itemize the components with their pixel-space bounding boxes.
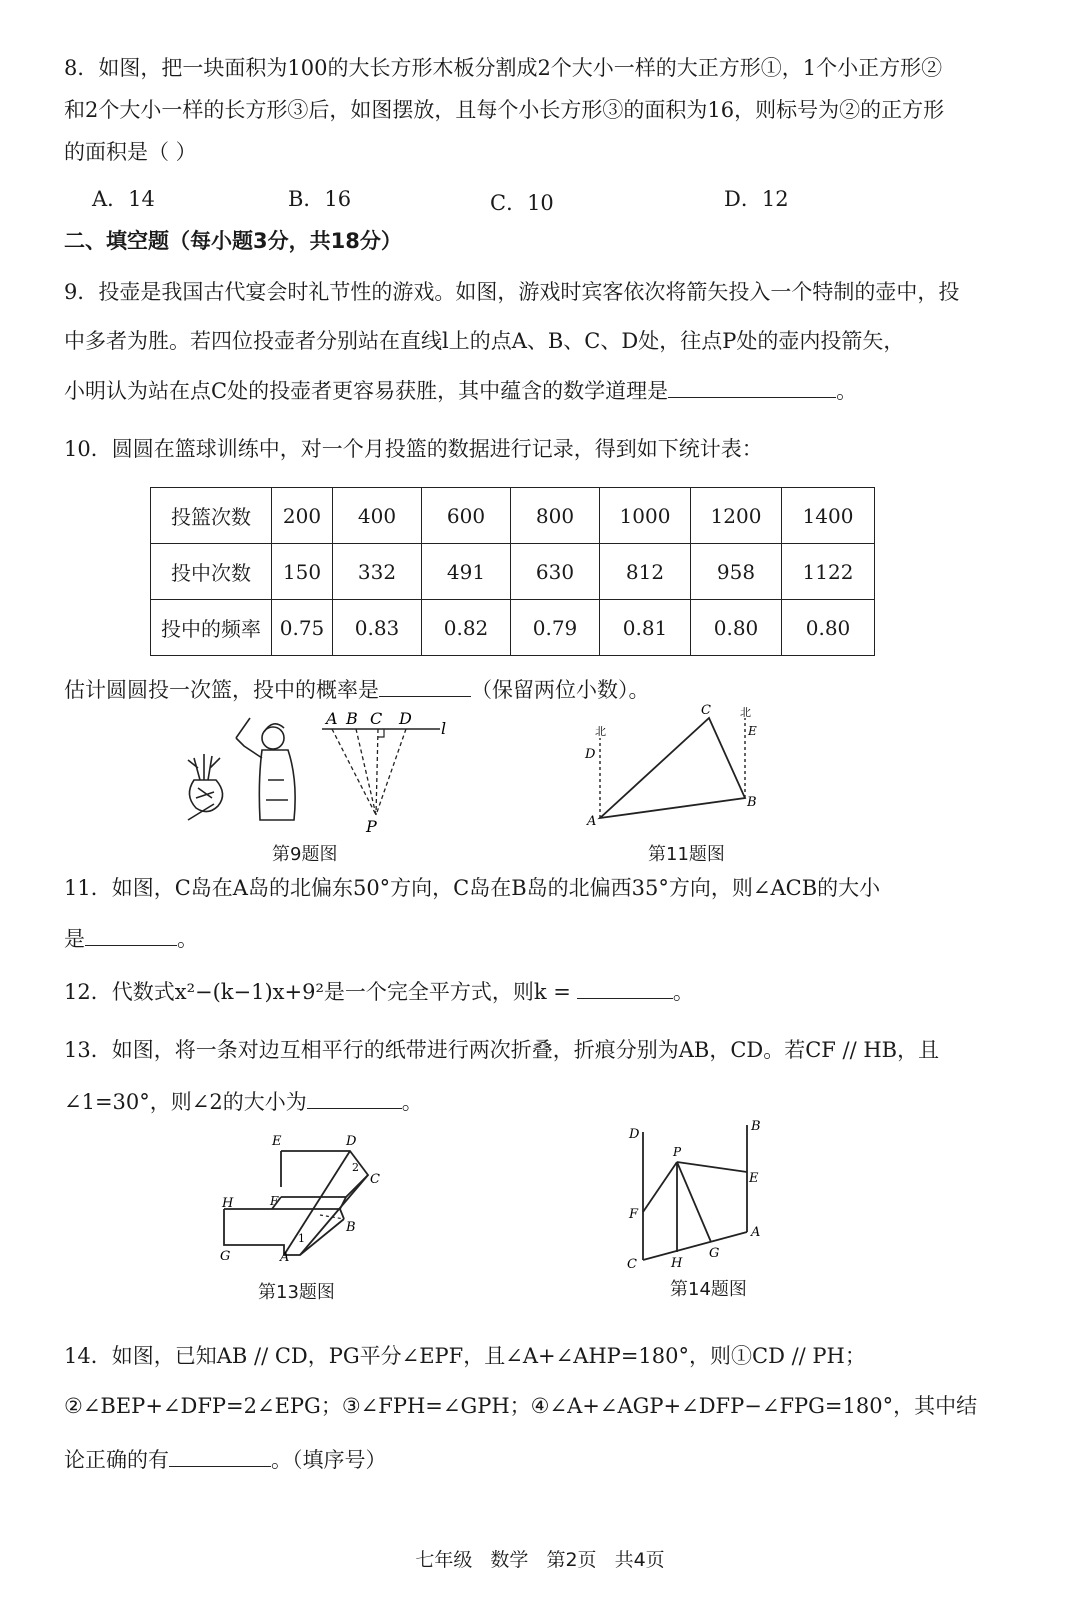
player-illustration — [236, 718, 295, 820]
q9-answer-blank[interactable] — [668, 379, 836, 398]
label-e: E — [749, 1171, 759, 1186]
triangle-abc — [600, 718, 745, 818]
table-cell: 0.79 — [511, 600, 600, 656]
q12-line1-end: 。 — [672, 980, 694, 1004]
figure-14 — [625, 1120, 770, 1270]
figure-14-caption: 第14题图 — [670, 1279, 747, 1300]
table-cell: 0.75 — [272, 600, 333, 656]
label-c: C — [701, 703, 711, 718]
q8-line2: 和2个大小一样的长方形③后，如图摆放，且每个小长方形③的面积为16，则标号为②的正方形 — [64, 98, 945, 122]
table-cell: 0.82 — [422, 600, 511, 656]
table-cell: 0.80 — [691, 600, 782, 656]
table-row — [151, 600, 875, 656]
label-b: B — [346, 1220, 356, 1235]
table-header-cell: 投中的频率 — [151, 600, 272, 656]
q11-line2-end: 。 — [177, 927, 198, 951]
table-cell: 812 — [600, 544, 691, 600]
figure-11-caption: 第11题图 — [648, 844, 725, 865]
label-c: C — [627, 1257, 637, 1272]
q14-line2: ②∠BEP+∠DFP=2∠EPG；③∠FPH=∠GPH；④∠A+∠AGP+∠DFP−∠FPG=180°，其中结 — [64, 1394, 978, 1418]
table-cell: 200 — [272, 488, 333, 544]
q10-line2-end: （保留两位小数）。 — [471, 678, 650, 702]
table-cell: 630 — [511, 544, 600, 600]
q14-line3-end: 。（填序号） — [271, 1448, 387, 1472]
table-header-cell: 投篮次数 — [151, 488, 272, 544]
label-c: C — [370, 709, 383, 728]
q14-line3 — [64, 1448, 1014, 1473]
q11-line1: 11．如图，C岛在A岛的北偏东50°方向，C岛在B岛的北偏西35°方向，则∠ACB的大小 — [64, 876, 881, 900]
table-cell: 600 — [422, 488, 511, 544]
pot-illustration — [188, 754, 223, 820]
angle-2-label: 2 — [352, 1161, 359, 1174]
label-f: F — [629, 1207, 639, 1222]
q9-line1: 9．投壶是我国古代宴会时礼节性的游戏。如图，游戏时宾客依次将箭矢投入一个特制的壶中，投 — [64, 280, 960, 304]
label-b: B — [346, 709, 358, 728]
label-b: B — [751, 1119, 761, 1134]
table-cell: 0.80 — [782, 600, 875, 656]
label-d: D — [585, 747, 596, 762]
figure-13 — [220, 1134, 400, 1265]
label-a: A — [326, 709, 338, 728]
table-cell: 400 — [333, 488, 422, 544]
label-f: F — [270, 1194, 279, 1208]
folded-strip — [224, 1151, 368, 1255]
footer-page: 第2页 — [546, 1549, 597, 1571]
q13-line2-end: 。 — [401, 1090, 423, 1114]
figure-14-lines — [643, 1125, 747, 1260]
label-g: G — [220, 1249, 231, 1264]
table-row — [151, 544, 875, 600]
label-h: H — [222, 1196, 234, 1211]
table-cell: 332 — [333, 544, 422, 600]
label-h: H — [671, 1256, 683, 1271]
table-cell: 1400 — [782, 488, 875, 544]
label-c: C — [370, 1172, 380, 1187]
q12-line1 — [64, 980, 1014, 1005]
q8-line1: 8．如图，把一块面积为100的大长方形木板分割成2个大小一样的大正方形①，1个小正方形② — [64, 56, 943, 80]
label-d: D — [399, 709, 412, 728]
q9-line3-end: 。 — [836, 379, 858, 403]
label-e: E — [272, 1134, 282, 1149]
label-a: A — [587, 814, 597, 829]
section-title: 二、填空题（每小题3分，共18分） — [64, 229, 402, 253]
table-cell: 491 — [422, 544, 511, 600]
label-d: D — [346, 1134, 357, 1149]
q9-line3-text: 小明认为站在点C处的投壶者更容易获胜，其中蕴含的数学道理是 — [64, 379, 669, 403]
shooting-stats-table — [150, 487, 875, 656]
q10-answer-blank[interactable] — [379, 678, 471, 697]
q14-line1: 14．如图，已知AB // CD，PG平分∠EPF，且∠A+∠AHP=180°，则①CD // PH； — [64, 1344, 866, 1368]
q14-answer-blank[interactable] — [169, 1448, 271, 1467]
q8-option-a: A．14 — [92, 187, 155, 211]
table-cell: 800 — [511, 488, 600, 544]
north-label-b: 北 — [740, 706, 751, 719]
q13-line1: 13．如图，将一条对边互相平行的纸带进行两次折叠，折痕分别为AB，CD。若CF // HB，且 — [64, 1038, 940, 1062]
label-e: E — [748, 724, 757, 738]
q8-line3: 的面积是（ ） — [64, 140, 197, 164]
label-g: G — [709, 1246, 720, 1261]
q10-line2 — [64, 678, 1014, 703]
figure-11 — [585, 703, 795, 829]
table-cell: 0.81 — [600, 600, 691, 656]
q12-line1-text: 12．代数式x²−(k−1)x+9²是一个完全平方式，则k = — [64, 980, 571, 1004]
q10-line1: 10．圆圆在篮球训练中，对一个月投篮的数据进行记录，得到如下统计表： — [64, 437, 763, 461]
q9-line3 — [64, 379, 1014, 404]
label-p: P — [673, 1145, 682, 1159]
q13-line2 — [64, 1090, 1014, 1115]
label-l: l — [441, 719, 447, 738]
figure-13-caption: 第13题图 — [258, 1282, 335, 1303]
q12-answer-blank[interactable] — [577, 980, 673, 999]
table-cell: 150 — [272, 544, 333, 600]
table-cell: 958 — [691, 544, 782, 600]
table-cell: 0.83 — [333, 600, 422, 656]
label-a: A — [280, 1250, 290, 1265]
q14-line3-text: 论正确的有 — [64, 1448, 169, 1472]
label-b: B — [747, 795, 757, 810]
q9-line2: 中多者为胜。若四位投壶者分别站在直线l上的点A、B、C、D处，往点P处的壶内投箭矢， — [64, 329, 905, 353]
table-row — [151, 488, 875, 544]
table-cell: 1200 — [691, 488, 782, 544]
q8-option-c: C．10 — [490, 191, 554, 215]
q10-line2-text: 估计圆圆投一次篮，投中的概率是 — [64, 678, 379, 702]
north-label-a: 北 — [595, 725, 606, 738]
footer-subject: 数学 — [490, 1549, 529, 1571]
footer-total: 共4页 — [614, 1549, 665, 1571]
table-cell: 1122 — [782, 544, 875, 600]
table-header-cell: 投中次数 — [151, 544, 272, 600]
q11-answer-blank[interactable] — [85, 927, 177, 946]
page-footer — [0, 1545, 1080, 1572]
q11-line2 — [64, 927, 1014, 952]
q8-option-b: B．16 — [288, 187, 352, 211]
table-cell: 1000 — [600, 488, 691, 544]
label-d: D — [629, 1127, 640, 1142]
q8-option-d: D．12 — [724, 187, 789, 211]
angle-1-label: 1 — [298, 1232, 305, 1245]
footer-grade: 七年级 — [415, 1549, 473, 1571]
label-p: P — [366, 817, 377, 836]
figure-9-caption: 第9题图 — [272, 844, 338, 865]
label-a: A — [751, 1225, 761, 1240]
figure-9 — [170, 710, 460, 835]
q11-line2-text: 是 — [64, 927, 85, 951]
dashed-lines — [332, 729, 406, 815]
q13-line2-text: ∠1=30°，则∠2的大小为 — [64, 1090, 307, 1114]
q13-answer-blank[interactable] — [307, 1090, 402, 1109]
right-angle-mark — [378, 729, 384, 737]
